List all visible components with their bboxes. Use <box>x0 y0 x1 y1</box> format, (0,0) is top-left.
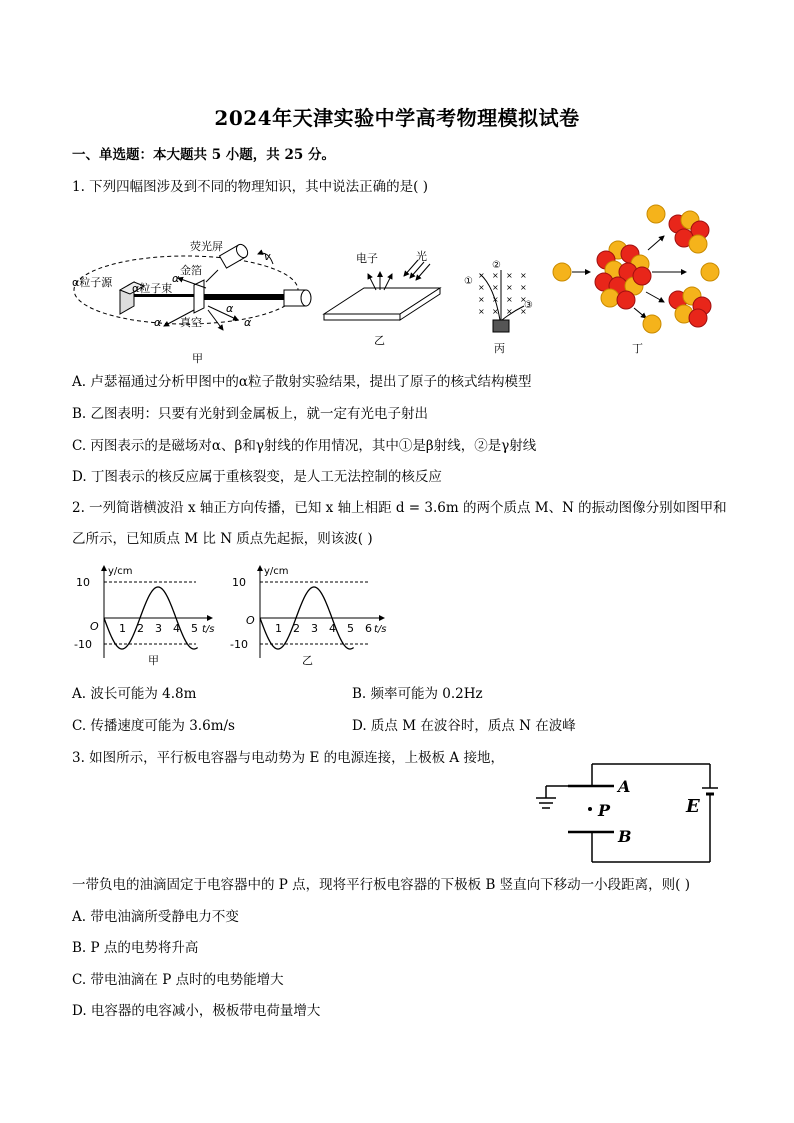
label-light: 光 <box>416 250 427 263</box>
svg-text:×: × <box>520 283 527 292</box>
yi-origin: O <box>246 614 255 627</box>
page-title: 2024年天津实验中学高考物理模拟试卷 <box>214 106 580 130</box>
label-alpha-1: α <box>172 272 180 285</box>
label-jia: 甲 <box>192 352 203 365</box>
svg-text:×: × <box>520 295 527 304</box>
q3-stem-line2: 一带负电的油滴固定于电容器中的 P 点，现将平行板电容器的下极板 B 竖直向下移动一小段距离，则( ) <box>72 877 690 893</box>
heavy-nucleus <box>595 241 651 309</box>
svg-text:×: × <box>506 307 513 316</box>
fragment-bottom <box>669 287 711 327</box>
q3-option-c[interactable]: C. 带电油滴在 P 点时的电势能增大 <box>72 972 284 988</box>
svg-text:×: × <box>478 295 485 304</box>
q3-option-a[interactable]: A. 带电油滴所受静电力不变 <box>72 909 239 925</box>
yi-tick-label: 4 <box>329 622 336 635</box>
magnetic-field-crosses <box>478 271 527 316</box>
label-p: P <box>598 801 611 820</box>
graph-yi <box>230 566 387 667</box>
label-gold-foil: 金箔 <box>180 264 202 277</box>
point-p <box>588 807 592 811</box>
label-electron: 电子 <box>356 252 378 265</box>
svg-text:×: × <box>520 271 527 280</box>
jia-tick-label: 1 <box>119 622 126 635</box>
section-heading: 一、单选题：本大题共 5 小题，共 25 分。 <box>72 147 335 163</box>
svg-text:×: × <box>520 307 527 316</box>
radioactive-source <box>493 320 509 332</box>
jia-tick-label: 3 <box>155 622 162 635</box>
yi-tick-label: 3 <box>311 622 318 635</box>
label-alpha-4: α <box>154 316 162 329</box>
q1-figure-ding <box>548 198 728 358</box>
q3-option-d[interactable]: D. 电容器的电容减小，极板带电荷量增大 <box>72 1003 321 1019</box>
neutron-out-1 <box>647 205 665 223</box>
q2-option-c[interactable]: C. 传播速度可能为 3.6m/s <box>72 718 235 734</box>
jia-y-max: 10 <box>76 576 90 589</box>
fragment-top <box>669 211 709 253</box>
jia-caption: 甲 <box>148 654 159 667</box>
q1-figure-jia <box>68 230 328 370</box>
q1-figure-bing <box>458 256 548 356</box>
svg-text:×: × <box>478 283 485 292</box>
yi-y-max: 10 <box>232 576 246 589</box>
jia-tick-label: 2 <box>137 622 144 635</box>
neutron-out-2 <box>701 263 719 281</box>
yi-y-min: -10 <box>230 638 248 651</box>
q2-option-a[interactable]: A. 波长可能为 4.8m <box>72 686 197 702</box>
yi-caption: 乙 <box>302 654 313 667</box>
q3-option-b[interactable]: B. P 点的电势将升高 <box>72 940 199 956</box>
label-alpha-2: α <box>226 302 234 315</box>
label-a: A <box>618 777 631 796</box>
q1-figure-yi <box>318 248 448 348</box>
gold-foil <box>194 280 204 313</box>
jia-origin: O <box>90 620 99 633</box>
yi-y-axis-label: y/cm <box>264 566 289 577</box>
svg-text:×: × <box>506 271 513 280</box>
svg-text:×: × <box>492 283 499 292</box>
label-b: B <box>618 827 632 846</box>
q1-option-a[interactable]: A. 卢瑟福通过分析甲图中的α粒子散射实验结果，提出了原子的核式结构模型 <box>72 374 532 390</box>
svg-text:×: × <box>492 271 499 280</box>
label-alpha-beam: α粒子束 <box>132 282 173 295</box>
svg-text:×: × <box>506 283 513 292</box>
neutron-incoming <box>553 263 571 281</box>
jia-y-axis-label: y/cm <box>108 566 133 577</box>
svg-text:×: × <box>478 271 485 280</box>
yi-t-axis-label: t/s <box>374 624 387 635</box>
jia-y-min: -10 <box>74 638 92 651</box>
q3-stem-line1: 3. 如图所示，平行板电容器与电动势为 E 的电源连接，上极板 A 接地， <box>72 750 504 766</box>
q2-option-b[interactable]: B. 频率可能为 0.2Hz <box>352 686 483 702</box>
q2-option-d[interactable]: D. 质点 M 在波谷时，质点 N 在波峰 <box>352 718 576 734</box>
q1-option-b[interactable]: B. 乙图表明：只要有光射到金属板上，就一定有光电子射出 <box>72 406 429 422</box>
label-ray-1: ① <box>464 276 473 287</box>
label-ding: 丁 <box>632 342 643 355</box>
label-vacuum: 真空 <box>180 316 202 329</box>
q2-stem-line2: 乙所示，已知质点 M 比 N 质点先起振，则该波( ) <box>72 531 373 547</box>
label-e: E <box>686 796 700 817</box>
label-alpha-3: α <box>244 316 252 329</box>
q2-vibration-graphs <box>72 562 392 670</box>
yi-tick-label: 2 <box>293 622 300 635</box>
q1-stem: 1. 下列四幅图涉及到不同的物理知识，其中说法正确的是( ) <box>72 179 428 195</box>
graph-jia <box>74 566 215 667</box>
label-yi: 乙 <box>374 334 385 347</box>
svg-text:×: × <box>506 295 513 304</box>
jia-tick-label: 4 <box>173 622 180 635</box>
yi-tick-label: 1 <box>275 622 282 635</box>
label-v: v <box>264 250 271 263</box>
label-alpha-source: α粒子源 <box>72 276 113 289</box>
svg-text:×: × <box>478 307 485 316</box>
jia-t-axis-label: t/s <box>202 624 215 635</box>
jia-tick-label: 5 <box>191 622 198 635</box>
label-ray-3: ③ <box>524 300 533 311</box>
svg-text:×: × <box>492 295 499 304</box>
label-fluorescent-screen: 荧光屏 <box>190 240 223 253</box>
fluorescent-screen-device <box>220 242 250 268</box>
svg-text:×: × <box>492 307 499 316</box>
label-ray-2: ② <box>492 260 501 271</box>
q3-circuit-figure <box>534 758 724 868</box>
yi-tick-label: 5 <box>347 622 354 635</box>
q2-stem-line1: 2. 一列简谐横波沿 x 轴正方向传播，已知 x 轴上相距 d = 3.6m 的两个质点 M、N 的振动图像分别如图甲和 <box>72 500 727 516</box>
q1-option-d[interactable]: D. 丁图表示的核反应属于重核裂变，是人工无法控制的核反应 <box>72 469 442 485</box>
q1-option-c[interactable]: C. 丙图表示的是磁场对α、β和γ射线的作用情况，其中①是β射线，②是γ射线 <box>72 438 537 454</box>
label-bing: 丙 <box>494 342 505 355</box>
neutron-out-3 <box>643 315 661 333</box>
yi-tick-label: 6 <box>365 622 372 635</box>
